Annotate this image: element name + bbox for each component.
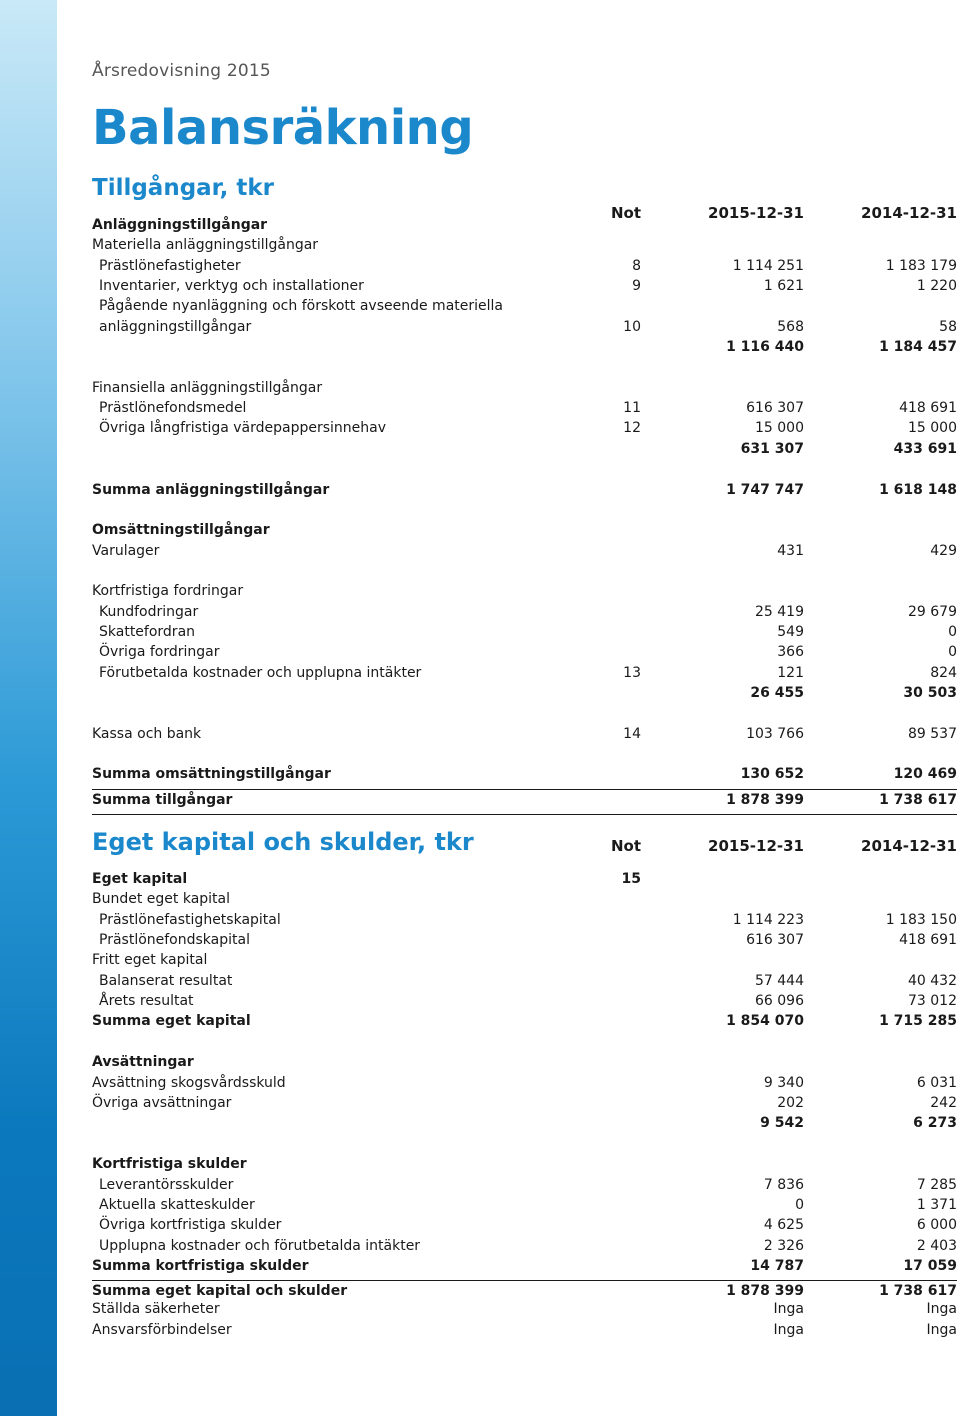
row-value-2014: 429 [930, 543, 957, 559]
assets-col-not: Not [610, 204, 641, 222]
equity-col-2014: 2014-12-31 [861, 837, 957, 855]
row-label: Kortfristiga fordringar [92, 583, 244, 599]
row-value-2014: 1 738 617 [879, 792, 957, 808]
row-value-2015: 202 [777, 1095, 804, 1111]
row-label: Årets resultat [99, 993, 194, 1009]
row-note: 14 [623, 726, 641, 742]
row-label: Summa anläggningstillgångar [92, 482, 330, 498]
table-row [92, 764, 957, 784]
row-label: Ställda säkerheter [92, 1301, 220, 1317]
divider [92, 814, 957, 815]
row-label: Upplupna kostnader och förutbetalda intäkter [99, 1238, 421, 1254]
divider [92, 789, 957, 790]
row-label: Finansiella anläggningstillgångar [92, 380, 323, 396]
row-label: Avsättningar [92, 1054, 194, 1070]
row-value-2015: 57 444 [755, 973, 804, 989]
table-row [92, 1215, 957, 1235]
row-label: Övriga kortfristiga skulder [99, 1217, 282, 1233]
row-value-2014: 15 000 [908, 420, 957, 436]
row-label: Kundfodringar [99, 604, 199, 620]
row-label: Varulager [92, 543, 160, 559]
row-value-2015: 616 307 [746, 932, 804, 948]
table-row [92, 1299, 957, 1319]
row-label: Prästlönefastigheter [99, 258, 241, 274]
row-label: Prästlönefondsmedel [99, 400, 247, 416]
table-row [92, 683, 957, 703]
row-value-2014: 89 537 [908, 726, 957, 742]
row-value-2014: 6 000 [916, 1217, 957, 1233]
equity-col-2015: 2015-12-31 [708, 837, 804, 855]
row-label: Fritt eget kapital [92, 952, 208, 968]
row-value-2014: 6 273 [913, 1115, 957, 1131]
row-label: Summa omsättningstillgångar [92, 766, 331, 782]
table-row [92, 439, 957, 459]
table-row [92, 1281, 957, 1301]
row-value-2014: 58 [939, 319, 957, 335]
row-label: anläggningstillgångar [99, 319, 252, 335]
row-label: Övriga fordringar [99, 644, 220, 660]
row-label: Bundet eget kapital [92, 891, 231, 907]
row-value-2015: 121 [777, 665, 804, 681]
row-value-2014: 7 285 [916, 1177, 957, 1193]
decorative-side-stripe [0, 0, 57, 1416]
row-value-2014: 824 [930, 665, 957, 681]
row-value-2015: 366 [777, 644, 804, 660]
row-value-2015: Inga [773, 1301, 804, 1317]
table-row [92, 1011, 957, 1031]
table-row [92, 910, 957, 930]
table-row [92, 418, 957, 438]
row-label: Eget kapital [92, 871, 188, 887]
row-value-2014: 1 715 285 [879, 1013, 957, 1029]
row-note: 11 [623, 400, 641, 416]
row-value-2014: 17 059 [903, 1258, 957, 1274]
row-label: Leverantörsskulder [99, 1177, 234, 1193]
table-row [92, 317, 957, 337]
row-label: Pågående nyanläggning och förskott avseende materiella [99, 298, 503, 314]
table-row [92, 724, 957, 744]
row-value-2014: Inga [926, 1301, 957, 1317]
assets-col-2015: 2015-12-31 [708, 204, 804, 222]
row-value-2014: 30 503 [903, 685, 957, 701]
row-value-2015: 66 096 [755, 993, 804, 1009]
row-value-2014: 242 [930, 1095, 957, 1111]
row-label: Ansvarsförbindelser [92, 1322, 232, 1338]
table-row [92, 971, 957, 991]
table-row [92, 1175, 957, 1195]
row-label: Förutbetalda kostnader och upplupna intäkter [99, 665, 422, 681]
row-value-2014: 120 469 [893, 766, 957, 782]
table-row [92, 1256, 957, 1276]
row-value-2014: 433 691 [893, 441, 957, 457]
row-label: Anläggningstillgångar [92, 217, 268, 233]
row-label: Prästlönefastighetskapital [99, 912, 281, 928]
table-row [92, 1052, 957, 1072]
row-value-2015: 0 [795, 1197, 804, 1213]
row-value-2015: 1 747 747 [726, 482, 804, 498]
row-value-2015: Inga [773, 1322, 804, 1338]
table-row [92, 1195, 957, 1215]
equity-section-title: Eget kapital och skulder, tkr [92, 828, 474, 856]
row-value-2015: 1 114 251 [732, 258, 804, 274]
report-year: Årsredovisning 2015 [92, 61, 271, 81]
table-row [92, 950, 957, 970]
row-value-2014: 0 [948, 624, 957, 640]
row-label: Skattefordran [99, 624, 196, 640]
table-row [92, 296, 957, 316]
table-row [92, 1154, 957, 1174]
row-value-2015: 1 854 070 [726, 1013, 804, 1029]
row-value-2015: 1 114 223 [732, 912, 804, 928]
table-row [92, 642, 957, 662]
table-row [92, 541, 957, 561]
table-row [92, 256, 957, 276]
row-value-2014: 29 679 [908, 604, 957, 620]
row-value-2015: 103 766 [746, 726, 804, 742]
table-row [92, 930, 957, 950]
table-row [92, 602, 957, 622]
table-row [92, 215, 957, 235]
row-label: Summa kortfristiga skulder [92, 1258, 309, 1274]
table-row [92, 1093, 957, 1113]
table-row [92, 790, 957, 810]
row-value-2015: 7 836 [763, 1177, 804, 1193]
row-value-2015: 431 [777, 543, 804, 559]
row-value-2015: 26 455 [750, 685, 804, 701]
divider [92, 1280, 957, 1281]
table-row [92, 622, 957, 642]
row-value-2014: 2 403 [916, 1238, 957, 1254]
table-row [92, 378, 957, 398]
row-value-2015: 14 787 [750, 1258, 804, 1274]
row-value-2014: 1 184 457 [879, 339, 957, 355]
row-value-2015: 631 307 [740, 441, 804, 457]
table-row [92, 869, 957, 889]
row-label: Kortfristiga skulder [92, 1156, 247, 1172]
row-value-2015: 568 [777, 319, 804, 335]
row-value-2014: 1 738 617 [879, 1283, 957, 1299]
equity-col-not: Not [610, 837, 641, 855]
row-label: Materiella anläggningstillgångar [92, 237, 319, 253]
row-label: Summa eget kapital [92, 1013, 251, 1029]
table-row [92, 1073, 957, 1093]
row-value-2015: 1 116 440 [726, 339, 804, 355]
table-row [92, 581, 957, 601]
row-value-2015: 2 326 [763, 1238, 804, 1254]
row-value-2014: 418 691 [899, 400, 957, 416]
row-value-2015: 4 625 [763, 1217, 804, 1233]
table-row [92, 889, 957, 909]
row-value-2015: 9 542 [760, 1115, 804, 1131]
row-label: Kassa och bank [92, 726, 202, 742]
row-value-2015: 616 307 [746, 400, 804, 416]
row-value-2015: 130 652 [740, 766, 804, 782]
row-note: 9 [632, 278, 641, 294]
table-row [92, 398, 957, 418]
row-label: Summa tillgångar [92, 792, 233, 808]
table-row [92, 520, 957, 540]
assets-section-title: Tillgångar, tkr [92, 175, 275, 201]
assets-col-2014: 2014-12-31 [861, 204, 957, 222]
table-row [92, 480, 957, 500]
row-value-2014: 418 691 [899, 932, 957, 948]
row-label: Balanserat resultat [99, 973, 233, 989]
table-row [92, 235, 957, 255]
table-row [92, 1320, 957, 1340]
row-value-2015: 549 [777, 624, 804, 640]
row-note: 12 [623, 420, 641, 436]
row-label: Aktuella skatteskulder [99, 1197, 255, 1213]
row-value-2015: 1 878 399 [726, 1283, 804, 1299]
row-note: 10 [623, 319, 641, 335]
row-value-2014: 73 012 [908, 993, 957, 1009]
row-value-2015: 1 621 [763, 278, 804, 294]
row-label: Avsättning skogsvårdsskuld [92, 1075, 286, 1091]
row-value-2014: 1 371 [916, 1197, 957, 1213]
row-note: 8 [632, 258, 641, 274]
table-row [92, 991, 957, 1011]
row-value-2015: 15 000 [755, 420, 804, 436]
row-value-2015: 1 878 399 [726, 792, 804, 808]
row-value-2015: 9 340 [763, 1075, 804, 1091]
row-note: 13 [623, 665, 641, 681]
row-value-2014: 6 031 [916, 1075, 957, 1091]
row-value-2014: 1 220 [916, 278, 957, 294]
row-value-2014: Inga [926, 1322, 957, 1338]
page-title: Balansräkning [92, 100, 474, 156]
row-value-2014: 1 183 179 [885, 258, 957, 274]
table-row [92, 276, 957, 296]
row-label: Inventarier, verktyg och installationer [99, 278, 364, 294]
row-value-2014: 1 618 148 [879, 482, 957, 498]
row-label: Summa eget kapital och skulder [92, 1283, 348, 1299]
row-label: Övriga långfristiga värdepappersinnehav [99, 420, 387, 436]
row-note: 15 [621, 871, 641, 887]
row-value-2015: 25 419 [755, 604, 804, 620]
row-label: Övriga avsättningar [92, 1095, 232, 1111]
table-row [92, 1236, 957, 1256]
table-row [92, 663, 957, 683]
row-value-2014: 1 183 150 [885, 912, 957, 928]
table-row [92, 1113, 957, 1133]
row-value-2014: 0 [948, 644, 957, 660]
row-value-2014: 40 432 [908, 973, 957, 989]
table-row [92, 337, 957, 357]
row-label: Omsättningstillgångar [92, 522, 270, 538]
row-label: Prästlönefondskapital [99, 932, 250, 948]
